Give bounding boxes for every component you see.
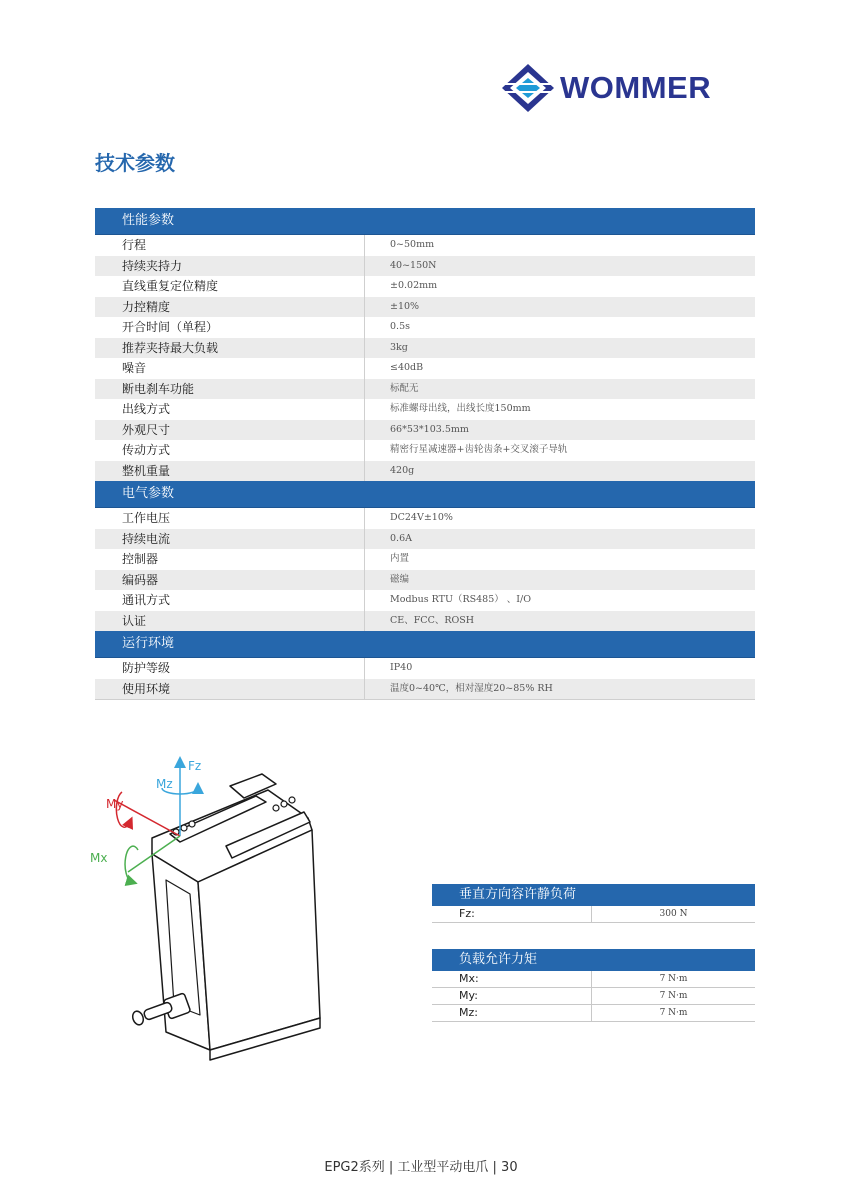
section-header: 负载允许力矩 <box>432 949 755 971</box>
row-value: 温度0~40℃，相对湿度20~85% RH <box>390 682 553 694</box>
row-label: 持续夹持力 <box>95 256 365 277</box>
row-value: 7 N·m <box>659 991 688 1001</box>
row-label: 外观尺寸 <box>95 420 365 441</box>
row-label: 控制器 <box>95 549 365 570</box>
row-label: Fz: <box>432 906 592 922</box>
logo-mark-icon <box>500 62 556 114</box>
table-row <box>95 461 755 482</box>
table-row <box>95 529 755 550</box>
row-label: 工作电压 <box>95 508 365 529</box>
table-row <box>95 440 755 461</box>
row-value: 420g <box>390 464 415 476</box>
row-label: 开合时间（单程） <box>95 317 365 338</box>
row-label: 行程 <box>95 235 365 256</box>
table-row <box>95 399 755 420</box>
mz-axis-label: Mz <box>156 777 173 791</box>
brand-name: WOMMER <box>560 70 712 105</box>
section-header: 运行环境 <box>95 631 755 658</box>
row-label: 断电刹车功能 <box>95 379 365 400</box>
table-row <box>95 590 755 611</box>
row-value: DC24V±10% <box>390 512 453 523</box>
row-label: 力控精度 <box>95 297 365 318</box>
spec-table <box>95 208 755 700</box>
row-value: 标配无 <box>390 382 419 394</box>
table-row <box>95 508 755 529</box>
table-row <box>95 549 755 570</box>
load-tables <box>432 884 755 1022</box>
row-value: 7 N·m <box>659 1008 688 1018</box>
row-label: 噪音 <box>95 358 365 379</box>
table-row <box>95 338 755 359</box>
row-value: 内置 <box>390 553 410 564</box>
row-label: Mx: <box>432 971 592 987</box>
row-value: 300 N <box>659 909 688 919</box>
table-row <box>432 1005 755 1022</box>
row-label: 整机重量 <box>95 461 365 482</box>
row-label: 编码器 <box>95 570 365 591</box>
row-label: 直线重复定位精度 <box>95 276 365 297</box>
row-value: Modbus RTU（RS485） 、I/O <box>390 594 532 605</box>
row-value: 磁编 <box>390 573 410 585</box>
my-axis-label: My <box>106 797 124 811</box>
row-label: 出线方式 <box>95 399 365 420</box>
table-row <box>95 611 755 632</box>
row-value: ±10% <box>390 300 420 312</box>
table-row <box>432 971 755 988</box>
row-value: IP40 <box>390 662 413 673</box>
fz-axis-label: Fz <box>188 759 202 773</box>
row-value: 0.5s <box>390 321 410 332</box>
row-value: 0~50mm <box>390 239 435 250</box>
row-label: 通讯方式 <box>95 590 365 611</box>
brand-logo <box>500 62 740 114</box>
row-label: 使用环境 <box>95 679 365 700</box>
page-title: 技术参数 <box>95 151 175 175</box>
row-value: 3kg <box>390 341 408 353</box>
table-row <box>95 297 755 318</box>
gripper-illustration <box>80 750 340 1070</box>
row-label: 防护等级 <box>95 658 365 679</box>
row-label: 认证 <box>95 611 365 632</box>
row-value: 7 N·m <box>659 974 688 984</box>
section-header: 垂直方向容许静负荷 <box>432 884 755 906</box>
table-row <box>95 256 755 277</box>
section-header: 性能参数 <box>95 208 755 235</box>
gripper-diagram <box>80 750 340 1070</box>
row-value: CE、FCC、ROSH <box>390 614 475 626</box>
row-value: 0.6A <box>390 532 412 544</box>
table-row <box>95 317 755 338</box>
row-value: ±0.02mm <box>390 280 438 291</box>
table-row <box>432 988 755 1005</box>
row-label: 推荐夹持最大负载 <box>95 338 365 359</box>
table-row <box>95 276 755 297</box>
table-row <box>95 570 755 591</box>
row-value: 精密行星减速器+齿轮齿条+交叉滚子导轨 <box>390 444 568 455</box>
table-row <box>95 420 755 441</box>
row-value: 标准螺母出线，出线长度150mm <box>390 403 531 414</box>
row-label: 持续电流 <box>95 529 365 550</box>
row-value: ≤40dB <box>390 362 424 373</box>
section-header: 电气参数 <box>95 481 755 508</box>
row-label: My: <box>432 988 592 1004</box>
row-value: 40~150N <box>390 259 437 271</box>
table-row <box>95 658 755 679</box>
page-footer: EPG2系列 | 工业型平动电爪 | 30 <box>324 1160 518 1175</box>
mx-axis-label: Mx <box>90 851 108 865</box>
table-row <box>95 679 755 701</box>
table-row <box>95 358 755 379</box>
table-row <box>432 906 755 923</box>
row-label: Mz: <box>432 1005 592 1021</box>
table-row <box>95 379 755 400</box>
row-label: 传动方式 <box>95 440 365 461</box>
row-value: 66*53*103.5mm <box>390 423 469 435</box>
table-row <box>95 235 755 256</box>
